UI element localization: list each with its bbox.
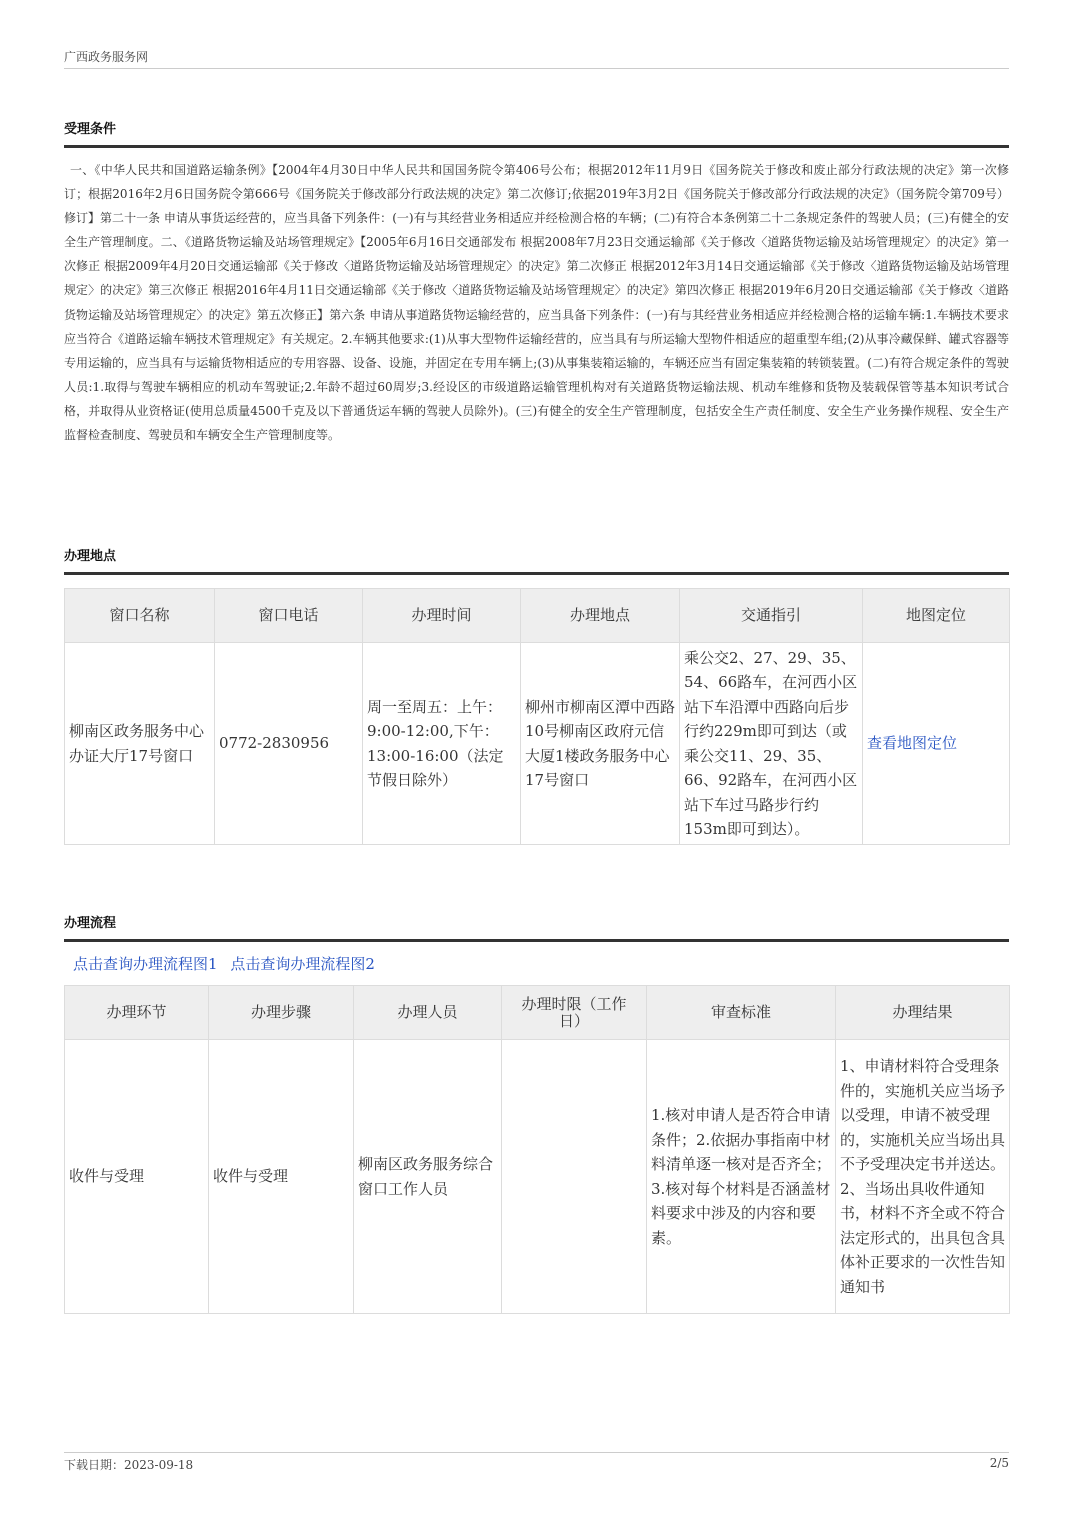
column-header: 办理结果 <box>836 986 1010 1040</box>
map-cell <box>863 643 1010 845</box>
column-header: 审查标准 <box>647 986 836 1040</box>
flowchart-link-2[interactable]: 点击查询办理流程图2 <box>230 955 375 973</box>
process-result: 1、申请材料符合受理条件的，实施机关应当场予以受理，申请不被受理的，实施机关应当场出具不予受理决定书并送达。 2、当场出具收件通知书，材料不齐全或不符合法定形式的，出具包含具体补正要求的一次性告知通知书 <box>836 1040 1010 1314</box>
process-time-limit <box>502 1040 647 1314</box>
process-staff: 柳南区政务服务综合窗口工作人员 <box>354 1040 502 1314</box>
site-header <box>64 48 1009 69</box>
window-name: 柳南区政务服务中心办证大厅17号窗口 <box>65 643 215 845</box>
column-header: 窗口电话 <box>215 589 363 643</box>
conditions-title: 受理条件 <box>64 118 1009 148</box>
site-name: 广西政务服务网 <box>64 50 149 64</box>
map-link[interactable]: 查看地图定位 <box>867 734 958 753</box>
flowchart-links <box>73 953 383 974</box>
page-footer <box>64 1452 1009 1473</box>
column-header: 办理地点 <box>521 589 680 643</box>
process-step: 收件与受理 <box>209 1040 354 1314</box>
column-header: 交通指引 <box>680 589 863 643</box>
process-stage: 收件与受理 <box>65 1040 209 1314</box>
table-row <box>65 643 1010 845</box>
table-header-row <box>65 986 1010 1040</box>
office-hours: 周一至周五：上午：9:00-12:00,下午：13:00-16:00（法定节假日除外） <box>363 643 521 845</box>
review-standard: 1.核对申请人是否符合申请条件；2.依据办事指南中材料清单逐一核对是否齐全；3.核对每个材料是否涵盖材料要求中涉及的内容和要素。 <box>647 1040 836 1314</box>
table-header-row <box>65 589 1010 643</box>
location-title: 办理地点 <box>64 545 1009 575</box>
column-header: 办理时间 <box>363 589 521 643</box>
page-number: 2/5 <box>989 1456 1009 1470</box>
window-phone: 0772-2830956 <box>215 643 363 845</box>
column-header: 办理步骤 <box>209 986 354 1040</box>
location-table <box>64 588 1010 845</box>
table-row <box>65 1040 1010 1314</box>
column-header: 地图定位 <box>863 589 1010 643</box>
process-title: 办理流程 <box>64 912 1009 942</box>
column-header: 办理人员 <box>354 986 502 1040</box>
transport-guide: 乘公交2、27、29、35、54、66路车，在河西小区站下车沿潭中西路向后步行约229m即可到达（或乘公交11、29、35、66、92路车，在河西小区站下车过马路步行约153m即可到达）。 <box>680 643 863 845</box>
process-table <box>64 985 1010 1314</box>
column-header: 窗口名称 <box>65 589 215 643</box>
flowchart-link-1[interactable]: 点击查询办理流程图1 <box>73 955 218 973</box>
download-date: 下载日期：2023-09-18 <box>64 1458 194 1472</box>
office-address: 柳州市柳南区潭中西路10号柳南区政府元信大厦1楼政务服务中心17号窗口 <box>521 643 680 845</box>
conditions-text: 一、《中华人民共和国道路运输条例》【2004年4月30日中华人民共和国国务院令第406号公布；根据2012年11月9日《国务院关于修改和废止部分行政法规的决定》第一次修订；根据2016年2月6日国务院令第666号《国务院关于修改部分行政法规的决定》第二次修订;依据2019年3月2日《国务院关于修改部分行政法规的决定》（国务院令第709号）修订】第二十一条 申请从事货运经营的，应当具备下列条件：(一)有与其经营业务相适应并经检测合格的车辆；(二)有符合本条例第二十二条规定条件的驾驶人员；(三)有健全的安全生产管理制度。二、《道路货物运输及站场管理规定》【2005年6月16日交通部发布 根据2008年7月23日交通运输部《关于修改〈道路货物运输及站场管理规定〉的决定》第一次修正 根据2009年4月20日交通运输部《关于修改〈道路货物运输及站场管理规定〉的决定》第二次修正 根据2012年3月14日交通运输部《关于修改〈道路货物运输及站场管理规定〉的决定》第三次修正 根据2016年4月11日交通运输部《关于修改〈道路货物运输及站场管理规定〉的决定》第四次修正 根据2019年6月20日交通运输部《关于修改〈道路货物运输及站场管理规定〉的决定》第五次修正】第六条 申请从事道路货物运输经营的，应当具备下列条件：(一)有与其经营业务相适应并经检测合格的运输车辆:1.车辆技术要求应当符合《道路运输车辆技术管理规定》有关规定。2.车辆其他要求:(1)从事大型物件运输经营的，应当具有与所运输大型物件相适应的超重型车组;(2)从事冷藏保鲜、罐式容器等专用运输的，应当具有与运输货物相适应的专用容器、设备、设施，并固定在专用车辆上;(3)从事集装箱运输的，车辆还应当有固定集装箱的转锁装置。(二)有符合规定条件的驾驶人员:1.取得与驾驶车辆相应的机动车驾驶证;2.年龄不超过60周岁;3.经设区的市级道路运输管理机构对有关道路货物运输法规、机动车维修和货物及装载保管等基本知识考试合格，并取得从业资格证(使用总质量4500千克及以下普通货运车辆的驾驶人员除外)。(三)有健全的安全生产管理制度，包括安全生产责任制度、安全生产业务操作规程、安全生产监督检查制度、驾驶员和车辆安全生产管理制度等。 <box>64 163 1009 443</box>
column-header: 办理时限（工作日） <box>502 986 647 1040</box>
column-header: 办理环节 <box>65 986 209 1040</box>
